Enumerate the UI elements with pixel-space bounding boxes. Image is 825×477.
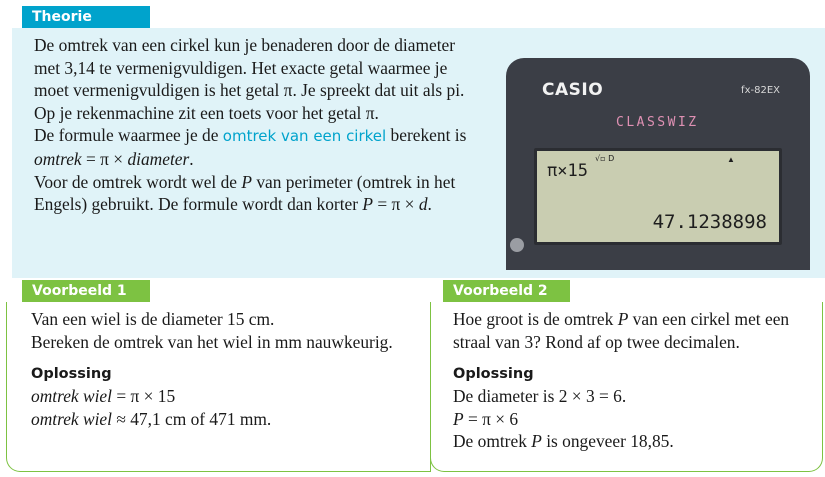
example2-question xyxy=(453,308,823,353)
example2-sol2-var: P xyxy=(453,408,464,429)
calculator-result: 47.1238898 xyxy=(652,211,767,233)
formula-d: d xyxy=(418,194,428,215)
var-P: P xyxy=(241,171,252,192)
example2-q-post: van een cirkel met een straal van 3? Rond af op twee decimalen. xyxy=(453,309,790,352)
theory-paragraph-3 xyxy=(34,171,482,216)
calculator-image xyxy=(506,58,810,270)
calculator-brand-logo: CASIO xyxy=(542,80,604,100)
calculator-display xyxy=(534,148,782,245)
example2-q-pre: Hoe groot is de omtrek xyxy=(453,309,618,329)
example1-sol2-var: omtrek wiel xyxy=(31,408,112,429)
example2-solution-line-1: De diameter is 2 × 3 = 6. xyxy=(453,386,627,407)
example1-sol2-expr: ≈ 47,1 cm of 471 mm. xyxy=(111,408,272,429)
example2-sol3-post: is ongeveer 18,85. xyxy=(541,431,674,452)
example1-box xyxy=(6,302,431,472)
theory-p3-pre: Voor de omtrek wordt wel de xyxy=(34,171,242,192)
example1-tab: Voorbeeld 1 xyxy=(22,280,150,302)
example2-content xyxy=(453,308,823,453)
example2-tab: Voorbeeld 2 xyxy=(443,280,570,302)
formula-var-diameter: diameter xyxy=(127,148,190,169)
formula-eq-2: = π × xyxy=(373,194,419,215)
example2-box xyxy=(430,302,823,472)
formula-var-omtrek: omtrek xyxy=(34,148,82,169)
example1-solution-line-2 xyxy=(31,408,393,431)
example2-sol3-pre: De omtrek xyxy=(453,431,532,452)
example2-solution-heading: Oplossing xyxy=(453,366,534,383)
formula-end-2: . xyxy=(427,194,432,215)
example2-sol2-expr: = π × 6 xyxy=(463,408,519,429)
example2-sol3-var: P xyxy=(531,431,542,452)
calculator-input-expression: π×15 xyxy=(547,161,588,181)
theory-paragraph-1: De omtrek van een cirkel kun je benaderen door de diameter met 3,14 te vermenigvuldigen. Het exacte getal waarmee je moet vermenigvuldigen is het getal π. Je spreekt dat uit als pi. Op je rekenmachine zit een toets voor het getal π. xyxy=(34,35,465,123)
example2-solution-line-3 xyxy=(453,430,823,453)
calculator-model: fx-82EX xyxy=(741,85,780,96)
example1-line-2: Bereken de omtrek van het wiel in mm nauwkeurig. xyxy=(31,331,393,352)
formula-eq: = π × xyxy=(81,148,128,169)
example1-sol1-var: omtrek wiel xyxy=(31,386,112,407)
formula-P: P xyxy=(362,194,374,215)
example1-line-1: Van een wiel is de diameter 15 cm. xyxy=(31,309,275,329)
theory-p2-pre: De formule waarmee je de xyxy=(34,125,223,146)
example2-solution-line-2 xyxy=(453,408,823,431)
example1-solution-line-1 xyxy=(31,385,393,408)
keyword-omtrek-cirkel: omtrek van een cirkel xyxy=(222,127,387,146)
calculator-series: CLASSWIZ xyxy=(616,115,699,130)
theory-text xyxy=(34,34,482,216)
theory-p2-mid: berekent is xyxy=(386,125,467,146)
example1-solution-heading: Oplossing xyxy=(31,366,112,383)
example1-sol1-expr: = π × 15 xyxy=(111,386,176,407)
theory-p3-mid: van perimeter (omtrek in het Engels) gebruikt. De formule wordt dan korter xyxy=(34,171,456,215)
formula-end: . xyxy=(189,148,194,169)
theory-tab: Theorie xyxy=(22,6,150,28)
theory-panel xyxy=(12,28,825,278)
example1-content xyxy=(31,308,393,430)
triangle-up-icon: ▲ xyxy=(727,155,735,164)
calculator-button-icon xyxy=(510,238,524,252)
theory-paragraph-2 xyxy=(34,124,482,170)
example2-q-var: P xyxy=(617,309,629,329)
calculator-status-indicator: √▫ D xyxy=(595,154,615,163)
